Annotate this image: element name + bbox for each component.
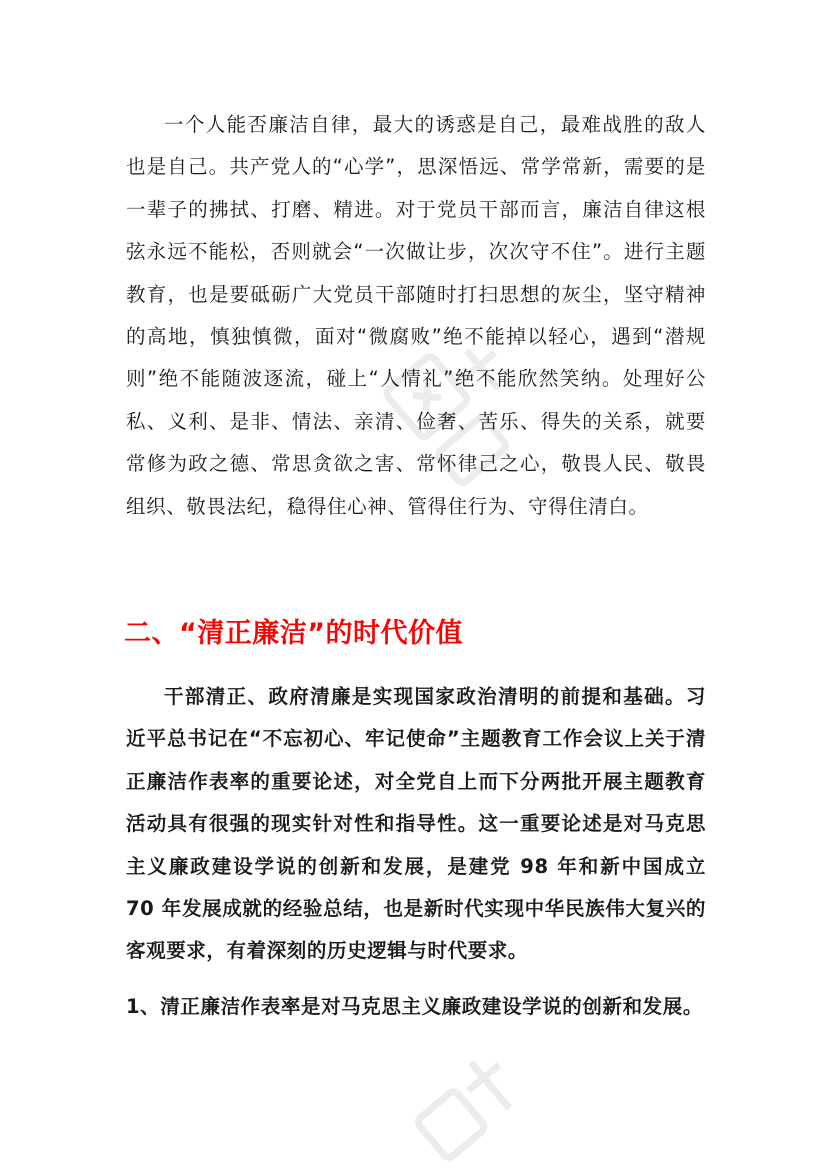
watermark-bottom: [400, 1030, 560, 1174]
body-paragraph-1: 一个人能否廉洁自律，最大的诱惑是自己，最难战胜的敌人也是自己。共产党人的“心学”，思深悟远、常学常新，需要的是一辈子的拂拭、打磨、精进。对于党员干部而言，廉洁自律这根弦永远不能松，否则就会“一次做让步，次次守不住”。进行主题教育，也是要砥砺广大党员干部随时打扫思想的灰尘，坚守精神的高地，慎独慎微，面对“微腐败”绝不能掉以轻心，遇到“潜规则”绝不能随波逐流，碰上“人情礼”绝不能欣然笑纳。处理好公私、义利、是非、情法、亲清、俭奢、苦乐、得失的关系，就要常修为政之德、常思贪欲之害、常怀律己之心，敬畏人民、敬畏组织、敬畏法纪，稳得住心神、管得住行为、守得住清白。: [126, 113, 706, 518]
section-heading: 二、“清正廉洁”的时代价值: [124, 618, 463, 649]
body-paragraph-2: 干部清正、政府清廉是实现国家政治清明的前提和基础。习近平总书记在“不忘初心、牢记使命”主题教育工作会议上关于清正廉洁作表率的重要论述，对全党自上而下分两批开展主题教育活动具有很强的现实针对性和指导性。这一重要论述是对马克思主义廉政建设学说的创新和发展，是建党 98 年和新中国成立 70 年发展成就的经验总结，也是新时代实现中华民族伟大复兴的客观要求，有着深刻的历史逻辑与时代要求。: [126, 685, 706, 963]
subheading-1: 1、清正廉洁作表率是对马克思主义廉政建设学说的创新和发展。: [126, 995, 703, 1018]
